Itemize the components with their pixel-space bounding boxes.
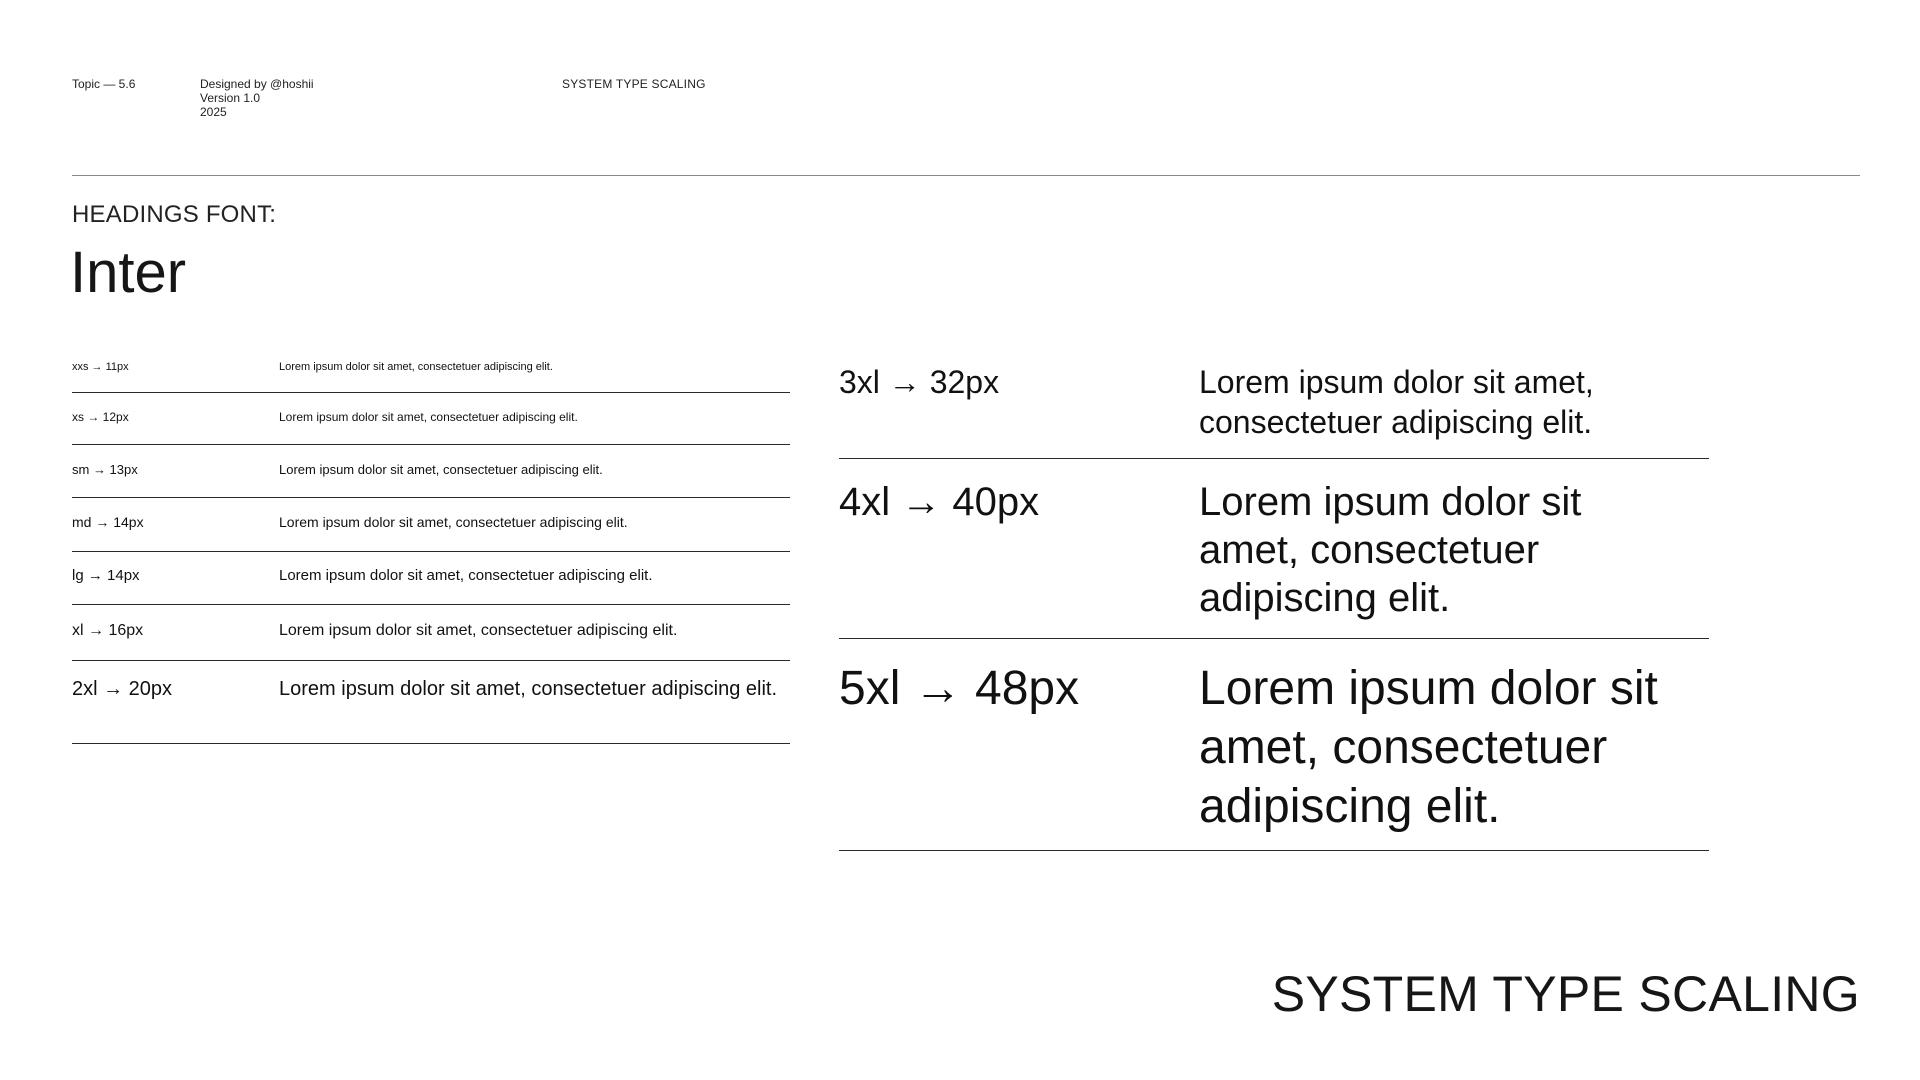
- headings-font-label: HEADINGS FONT:: [72, 201, 277, 228]
- designer-label: Designed by @hoshii: [200, 77, 314, 91]
- scale-sample: Lorem ipsum dolor sit amet, consectetuer adipiscing elit.: [1199, 662, 1658, 833]
- scale-row-4xl: [839, 478, 1709, 639]
- scale-label: 2xl → 20px: [72, 678, 173, 700]
- version-label: Version 1.0: [200, 91, 261, 105]
- scale-row-sm: [72, 462, 790, 498]
- scale-label: md → 14px: [72, 514, 144, 530]
- scale-label: xl → 16px: [72, 622, 144, 639]
- scale-sample: Lorem ipsum dolor sit amet, consectetuer adipiscing elit.: [279, 514, 628, 530]
- scale-label: lg → 14px: [72, 567, 140, 584]
- scale-row-xl: [72, 621, 790, 661]
- scale-label: 5xl → 48px: [839, 662, 1080, 715]
- scale-sample: Lorem ipsum dolor sit amet, consectetuer adipiscing elit.: [279, 567, 653, 584]
- scale-row-2xl: [72, 677, 790, 744]
- scale-label: xs → 12px: [72, 410, 129, 424]
- scale-label: sm → 13px: [72, 462, 138, 477]
- scale-row-md: [72, 514, 790, 552]
- scale-label: 3xl → 32px: [839, 364, 1000, 400]
- footer-title: SYSTEM TYPE SCALING: [1271, 966, 1860, 1022]
- scale-sample: Lorem ipsum dolor sit amet, consectetuer adipiscing elit.: [279, 410, 578, 424]
- topic-label: Topic — 5.6: [72, 77, 136, 91]
- year-label: 2025: [200, 105, 227, 119]
- scale-row-3xl: [839, 362, 1709, 459]
- scale-sample: Lorem ipsum dolor sit amet, consectetuer adipiscing elit.: [1199, 364, 1594, 440]
- scale-sample: Lorem ipsum dolor sit amet, consectetuer adipiscing elit.: [279, 678, 778, 700]
- scale-sample: Lorem ipsum dolor sit amet, consectetuer adipiscing elit.: [279, 462, 603, 477]
- scale-row-xs: [72, 410, 790, 445]
- scale-sample: Lorem ipsum dolor sit amet, consectetuer adipiscing elit.: [279, 361, 553, 373]
- scale-sample: Lorem ipsum dolor sit amet, consectetuer adipiscing elit.: [1199, 480, 1582, 620]
- scale-row-lg: [72, 567, 790, 605]
- scale-label: 4xl → 40px: [839, 480, 1040, 524]
- header-divider: [72, 175, 1860, 176]
- font-name: Inter: [70, 240, 187, 305]
- header-title: SYSTEM TYPE SCALING: [562, 77, 706, 91]
- scale-sample: Lorem ipsum dolor sit amet, consectetuer adipiscing elit.: [279, 622, 678, 639]
- scale-row-5xl: [839, 659, 1709, 851]
- scale-row-xxs: [72, 360, 790, 393]
- scale-label: xxs → 11px: [72, 361, 129, 373]
